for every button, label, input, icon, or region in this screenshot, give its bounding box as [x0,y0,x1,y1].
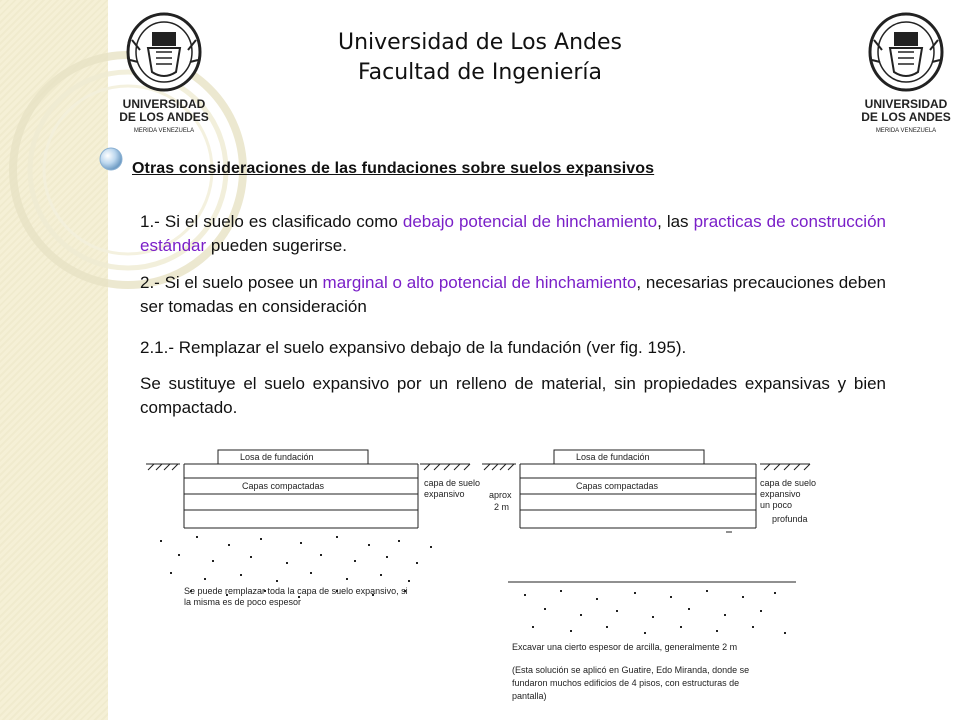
svg-text:expansivo: expansivo [760,489,801,499]
svg-text:(Esta solución se aplicó en Gu: (Esta solución se aplicó en Guatire, Edo Miranda, donde se [512,665,750,675]
svg-text:MERIDA VENEZUELA: MERIDA VENEZUELA [875,128,937,134]
svg-text:UNIVERSIDAD: UNIVERSIDAD [864,97,948,111]
highlight-high-swelling: marginal o alto potencial de hinchamiento [322,273,637,292]
svg-text:un poco: un poco [760,500,793,510]
svg-text:fundaron muchos edificios de 4: fundaron muchos edificios de 4 pisos, con estructuras de [512,678,740,688]
paragraph-1: 1.- Si el suelo es clasificado como debajo potencial de hinchamiento, las practicas de construcción estándar pueden sugerirse. [140,212,886,255]
svg-text:Se puede remplazar toda la cap: Se puede remplazar toda la capa de suelo expansivo, si [184,586,408,596]
svg-text:Capas compactadas: Capas compactadas [242,481,325,491]
highlight-low-swelling: debajo potencial de hinchamiento [402,212,658,231]
figure-right-diagram [482,450,816,701]
bullet-orb-icon [100,148,122,170]
svg-text:2 m: 2 m [494,502,510,512]
svg-text:Capas compactadas: Capas compactadas [576,481,659,491]
section-subtitle: Otras consideraciones de las fundaciones sobre suelos expansivos [132,160,655,177]
paragraph-2-1: 2.1.- Remplazar el suelo expansivo debajo de la fundación (ver fig. 195). [140,338,687,357]
university-logo-left [118,10,210,140]
svg-text:Losa de fundación: Losa de fundación [240,452,314,462]
svg-text:DE LOS ANDES: DE LOS ANDES [119,110,209,124]
foundation-figure [140,444,830,720]
header-faculty-name: Facultad de Ingeniería [358,60,602,85]
svg-text:pantalla): pantalla) [512,691,547,701]
figure-left-diagram [146,450,480,607]
svg-text:UNIVERSIDAD: UNIVERSIDAD [122,97,206,111]
highlight-standard-practices: practicas de construcción estándar [140,212,886,255]
svg-text:profunda: profunda [772,514,808,524]
header-university-name: Universidad de Los Andes [338,30,622,55]
svg-text:capa de suelo: capa de suelo [760,478,817,488]
university-logo-right [860,10,952,140]
svg-text:MERIDA VENEZUELA: MERIDA VENEZUELA [133,128,195,134]
paragraph-2: 2.- Si el suelo posee un marginal o alto potencial de hinchamiento, necesarias precauciones deben ser tomadas en consideración [140,273,886,316]
svg-text:capa de suelo: capa de suelo [424,478,481,488]
svg-text:la misma es de poco espesor: la misma es de poco espesor [184,597,302,607]
svg-text:Excavar una cierto espesor de: Excavar una cierto espesor de arcilla, generalmente 2 m [512,642,738,652]
svg-text:DE LOS ANDES: DE LOS ANDES [861,110,951,124]
svg-text:aprox: aprox [489,490,512,500]
svg-text:expansivo: expansivo [424,489,465,499]
svg-text:Losa de fundación: Losa de fundación [576,452,650,462]
paragraph-replacement: Se sustituye el suelo expansivo por un relleno de material, sin propiedades expansivas y bien compactado. [140,374,886,417]
